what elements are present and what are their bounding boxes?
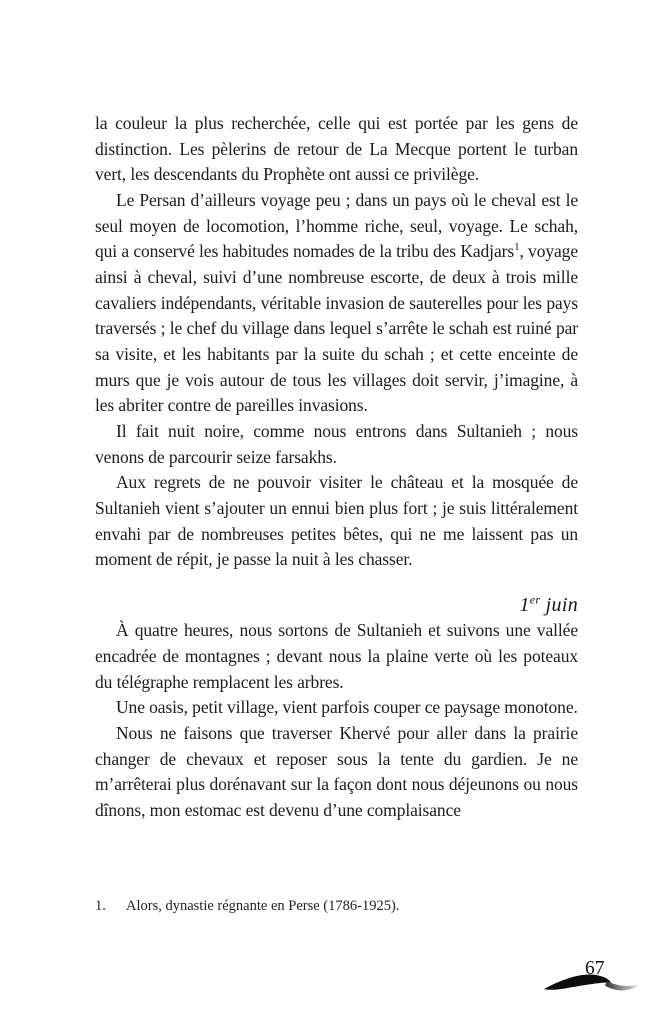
footnote-reference: 1 [514,241,520,254]
journal-date-heading [95,593,578,619]
text-segment: Le Persan d’ailleurs voyage peu ; dans un pays où le cheval est le seul moyen de locomotion, l’homme riche, seul, voyage. Le schah, qui a conservé les habitudes nomades de la tribu des Kadjars [95,189,578,262]
paragraph-2 [95,188,578,419]
page-body-text [95,111,578,824]
text-segment: , voyage ainsi à cheval, suivi d’une nombreuse escorte, de deux à trois mille cavaliers indépendants, véritable invasion de sauterelles pour les pays traversés ; le chef du village dans lequel s’arrête le schah est ruiné par sa visite, et les habitants par la suite du schah ; et cette enceinte de murs que je vois autour de tous les villages doit servir, j’imagine, à les abriter contre de pareilles invasions. [95,241,578,416]
date-numeral: 1 [519,593,530,616]
paragraph-5: À quatre heures, nous sortons de Sultanieh et suivons une vallée encadrée de montagnes ; devant nous la plaine verte où les poteaux du télégraphe remplacent les arbres. [95,620,578,692]
paragraph-1: la couleur la plus recherchée, celle qui est portée par les gens de distinction. Les pèlerins de retour de La Mecque portent le turban vert, les descendants du Prophète ont aussi ce privilège. [95,113,578,185]
paragraph-7: Nous ne faisons que traverser Khervé pour aller dans la prairie changer de chevaux et reposer sous la tente du gardien. Je ne m’arrêterai plus dorénavant sur la façon dont nous déjeunons ou nous dînons, mon estomac est devenu d’une complaisance [95,723,578,821]
paragraph-4: Aux regrets de ne pouvoir visiter le château et la mosquée de Sultanieh vient s’ajouter un ennui bien plus fort ; je suis littéralement envahi par de nombreuses petites bêtes, qui ne me laissent pas un moment de répit, je passe la nuit à les chasser. [95,472,578,570]
footnote-number: 1. [95,898,106,914]
page-number: 67 [585,958,605,979]
date-month: juin [540,593,578,616]
date-ordinal: er [529,592,541,607]
footnote [95,897,578,915]
paragraph-6: Une oasis, petit village, vient parfois couper ce paysage monotone. [116,697,578,718]
footnote-text: Alors, dynastie régnante en Perse (1786-1925). [126,898,400,914]
paragraph-3: Il fait nuit noire, comme nous entrons dans Sultanieh ; nous venons de parcourir seize farsakhs. [95,420,578,467]
